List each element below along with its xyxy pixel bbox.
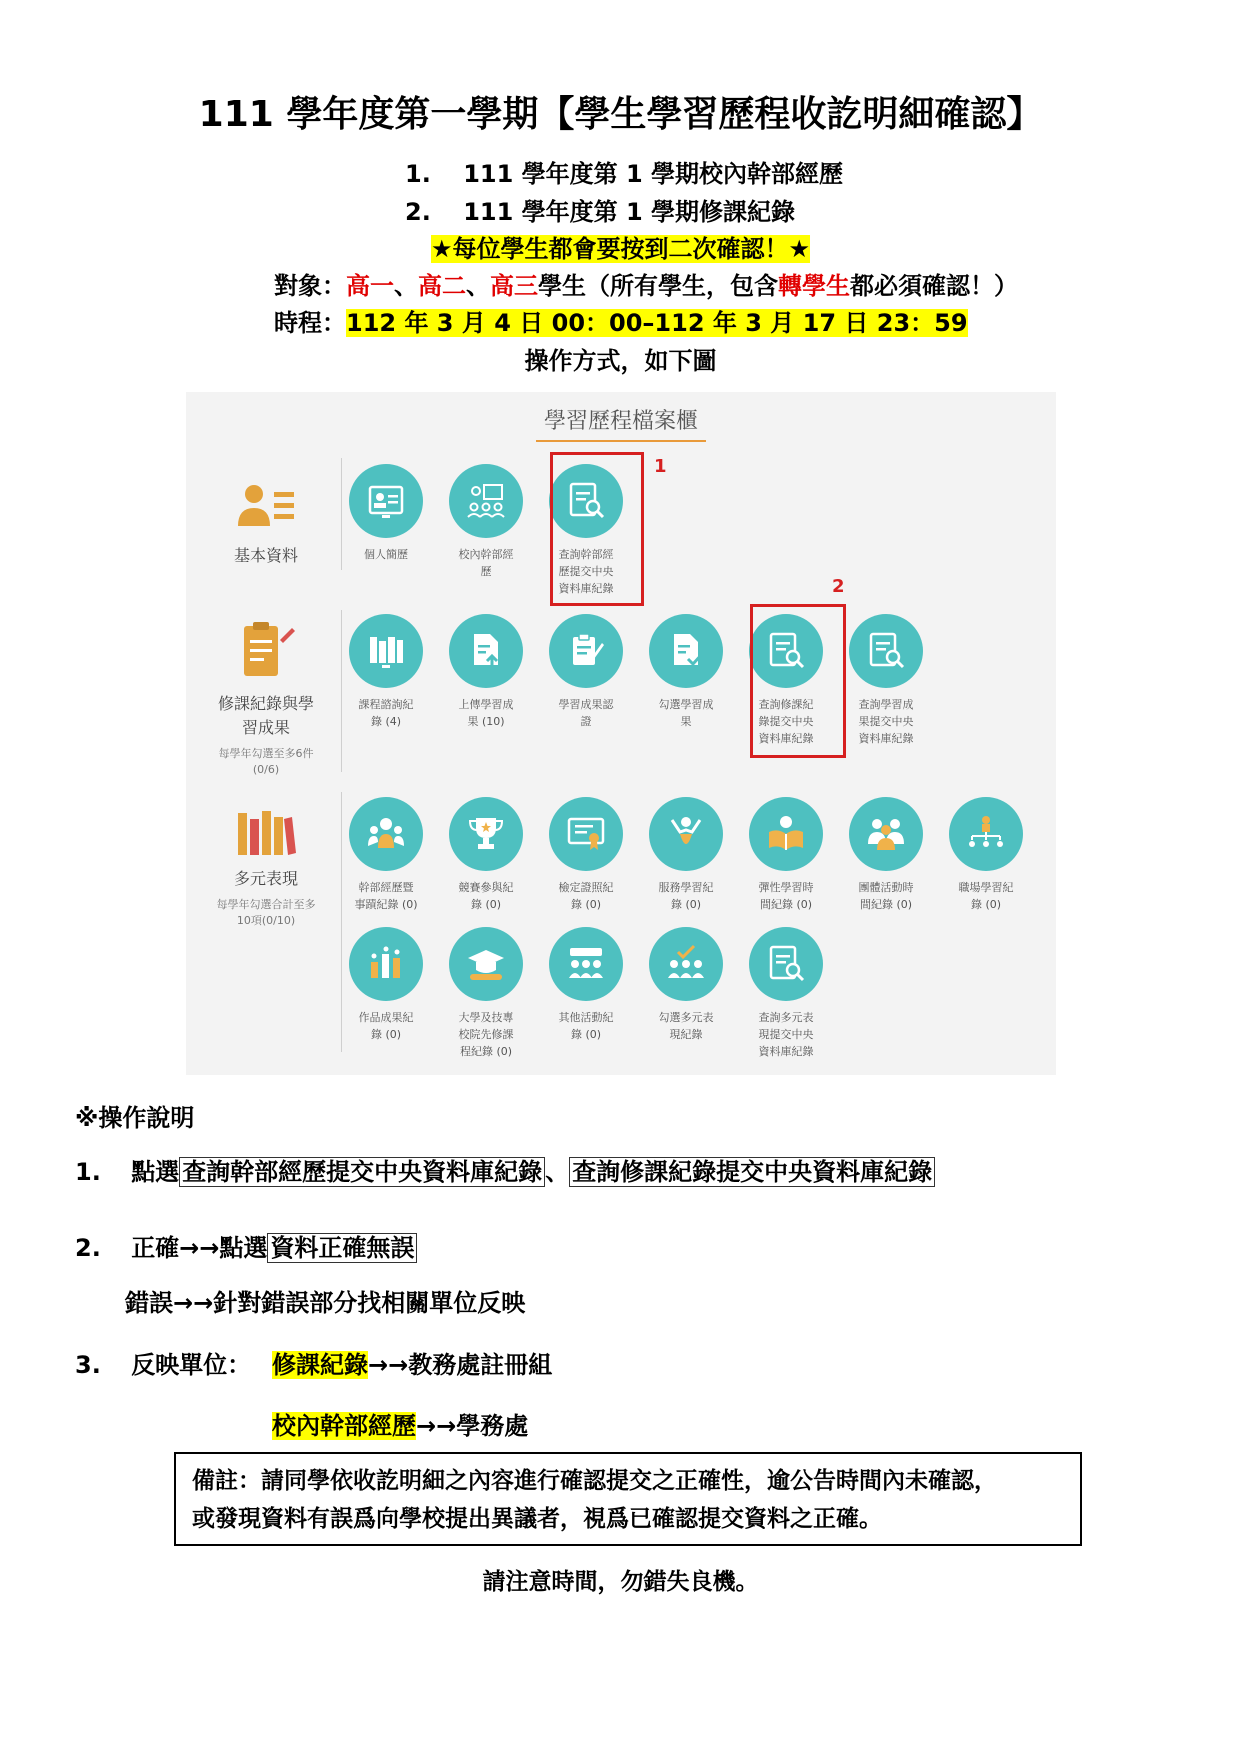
target-sep-1: 、	[394, 272, 418, 300]
tile-resume[interactable]	[336, 464, 436, 563]
tile-label: 其他活動紀 錄 (0)	[558, 1011, 614, 1041]
grade-2: 高二	[418, 272, 466, 300]
schedule-line	[274, 303, 968, 338]
service-icon	[649, 797, 723, 871]
tile-select-diverse[interactable]	[636, 927, 736, 1043]
step-2	[75, 1228, 417, 1263]
item-2	[405, 192, 795, 227]
check-doc-icon	[649, 614, 723, 688]
tile-flexible[interactable]	[736, 797, 836, 913]
method-line: 操作方式，如下圖	[524, 347, 717, 375]
person-card-icon	[236, 482, 296, 532]
step-text: 正確→→點選	[131, 1234, 268, 1262]
tile-workplace[interactable]	[936, 797, 1036, 913]
tile-label: 勾選多元表 現紀錄	[658, 1011, 714, 1041]
category-courses	[196, 620, 336, 778]
books-icon	[349, 614, 423, 688]
step-2-error: 錯誤→→針對錯誤部分找相關單位反映	[125, 1289, 526, 1317]
item-2-number: 2.	[405, 198, 431, 226]
tile-label: 上傳學習成 果 (10)	[458, 698, 514, 728]
tile-label: 團體活動時 間紀錄 (0)	[858, 881, 914, 911]
portfolio-panel	[186, 392, 1056, 1075]
org-icon	[949, 797, 1023, 871]
tile-label: 查詢幹部經 歷提交中央 資料庫紀錄	[558, 548, 614, 595]
contact-unit: →→學務處	[416, 1412, 529, 1440]
trophy-icon	[449, 797, 523, 871]
step-text: 點選	[131, 1158, 180, 1186]
tile-certify-results[interactable]	[536, 614, 636, 730]
category-label: 多元表現	[233, 869, 298, 888]
vote-icon	[649, 927, 723, 1001]
group-icon	[349, 797, 423, 871]
transfer-student: 轉學生	[778, 272, 850, 300]
item-1-number: 1.	[405, 160, 431, 188]
step-number: 2.	[75, 1234, 101, 1262]
query-courses-link[interactable]: 查詢修課紀錄提交中央資料庫紀錄	[569, 1157, 935, 1187]
category-label: 基本資料	[233, 546, 298, 565]
tile-select-results[interactable]	[636, 614, 736, 730]
tile-label: 學習成果認 證	[558, 698, 614, 728]
certificate-icon	[549, 797, 623, 871]
grade-3: 高三	[490, 272, 538, 300]
grade-1: 高一	[346, 272, 394, 300]
target-label: 對象：	[274, 272, 346, 300]
contact-unit: →→教務處註冊組	[368, 1351, 553, 1379]
chart-icon	[349, 927, 423, 1001]
tile-competition[interactable]	[436, 797, 536, 913]
step-number: 3.	[75, 1351, 101, 1379]
tile-other-activity[interactable]	[536, 927, 636, 1043]
marker-1: 1	[654, 456, 667, 477]
tile-label: 作品成果紀 錄 (0)	[358, 1011, 414, 1041]
contact-topic: 修課紀錄	[272, 1351, 368, 1379]
contact-cadre	[272, 1406, 528, 1441]
step-separator: 、	[545, 1158, 570, 1186]
target-sep-2: 、	[466, 272, 490, 300]
tile-query-diverse[interactable]	[736, 927, 836, 1060]
note-line-1: 備註：請同學依收訖明細之內容進行確認提交之正確性，逾公告時間內未確認，	[192, 1468, 997, 1494]
schedule-value: 112 年 3 月 4 日 00：00–112 年 3 月 17 日 23：59	[346, 309, 968, 337]
doc-search-icon	[849, 614, 923, 688]
certify-icon	[549, 614, 623, 688]
clipboard-icon	[236, 620, 296, 682]
books-shelf-icon	[234, 807, 298, 857]
contact-courses	[272, 1345, 552, 1380]
tile-group-activity[interactable]	[836, 797, 936, 913]
tile-label: 大學及技專 校院先修課 程紀錄 (0)	[458, 1011, 514, 1058]
tile-label: 幹部經歷暨 事蹟紀錄 (0)	[354, 881, 418, 911]
tile-label: 課程諮詢紀 錄 (4)	[358, 698, 414, 728]
tile-label: 勾選學習成 果	[658, 698, 714, 728]
target-end: 都必須確認！）	[850, 272, 1018, 300]
panel-title: 學習歷程檔案櫃	[543, 409, 698, 434]
tile-advanced-courses[interactable]	[436, 927, 536, 1060]
marker-2: 2	[832, 576, 845, 597]
panel-title-underline	[536, 440, 706, 442]
tile-cadre-deeds[interactable]	[336, 797, 436, 913]
page-title: 111 學年度第一學期【學生學習歷程收訖明細確認】	[198, 94, 1043, 135]
tile-label: 職場學習紀 錄 (0)	[958, 881, 1014, 911]
category-basic	[196, 482, 336, 568]
note-box	[174, 1452, 1082, 1546]
footer-reminder: 請注意時間，勿錯失良機。	[482, 1569, 759, 1595]
team-icon	[849, 797, 923, 871]
tile-label: 個人簡歷	[364, 548, 408, 561]
tile-label: 查詢修課紀 錄提交中央 資料庫紀錄	[758, 698, 814, 745]
item-1-text: 111 學年度第 1 學期校內幹部經歷	[463, 160, 844, 188]
upload-doc-icon	[449, 614, 523, 688]
tile-course-consult[interactable]	[336, 614, 436, 730]
highlight-box-1	[550, 452, 644, 606]
step-number: 1.	[75, 1158, 101, 1186]
tile-label: 檢定證照紀 錄 (0)	[558, 881, 614, 911]
step-1	[75, 1152, 935, 1187]
category-sub: 每學年勾選至多6件 (0/6)	[218, 747, 314, 776]
tile-certificates[interactable]	[536, 797, 636, 913]
tile-works[interactable]	[336, 927, 436, 1043]
tile-upload-results[interactable]	[436, 614, 536, 730]
instructions-heading: ※操作說明	[75, 1104, 195, 1132]
data-correct-button[interactable]: 資料正確無誤	[267, 1233, 417, 1263]
graduation-icon	[449, 927, 523, 1001]
tile-label: 校內幹部經 歷	[458, 548, 514, 578]
item-2-text: 111 學年度第 1 學期修課紀錄	[463, 198, 796, 226]
step-3	[75, 1345, 251, 1380]
schedule-label: 時程：	[274, 309, 346, 337]
target-middle: 學生（所有學生，包含	[538, 272, 778, 300]
activity-icon	[549, 927, 623, 1001]
tile-label: 彈性學習時 間紀錄 (0)	[758, 881, 814, 911]
contact-topic: 校內幹部經歷	[272, 1412, 416, 1440]
note-line-2: 或發現資料有誤爲向學校提出異議者，視爲已確認提交資料之正確。	[192, 1506, 882, 1532]
tile-service[interactable]	[636, 797, 736, 913]
tile-label: 服務學習紀 錄 (0)	[658, 881, 714, 911]
category-label: 修課紀錄與學 習成果	[217, 694, 314, 737]
highlight-box-2	[750, 604, 846, 758]
tile-label: 查詢多元表 現提交中央 資料庫紀錄	[758, 1011, 814, 1058]
tile-query-results[interactable]	[836, 614, 936, 747]
category-sub: 每學年勾選合計至多 10項(0/10)	[216, 898, 316, 927]
category-diverse	[196, 807, 336, 929]
item-1	[405, 154, 843, 189]
target-line	[274, 266, 1018, 301]
reading-icon	[749, 797, 823, 871]
tile-label: 查詢學習成 果提交中央 資料庫紀錄	[858, 698, 914, 745]
tile-cadre[interactable]	[436, 464, 536, 580]
notice-text: ★每位學生都會要按到二次確認！★	[430, 235, 811, 263]
query-cadre-link[interactable]: 查詢幹部經歷提交中央資料庫紀錄	[179, 1157, 545, 1187]
tile-label: 競賽參與紀 錄 (0)	[458, 881, 514, 911]
step-text: 反映單位：	[131, 1351, 252, 1379]
notice-line	[0, 229, 1241, 264]
doc-search-icon	[749, 927, 823, 1001]
cadre-icon	[449, 464, 523, 538]
resume-icon	[349, 464, 423, 538]
